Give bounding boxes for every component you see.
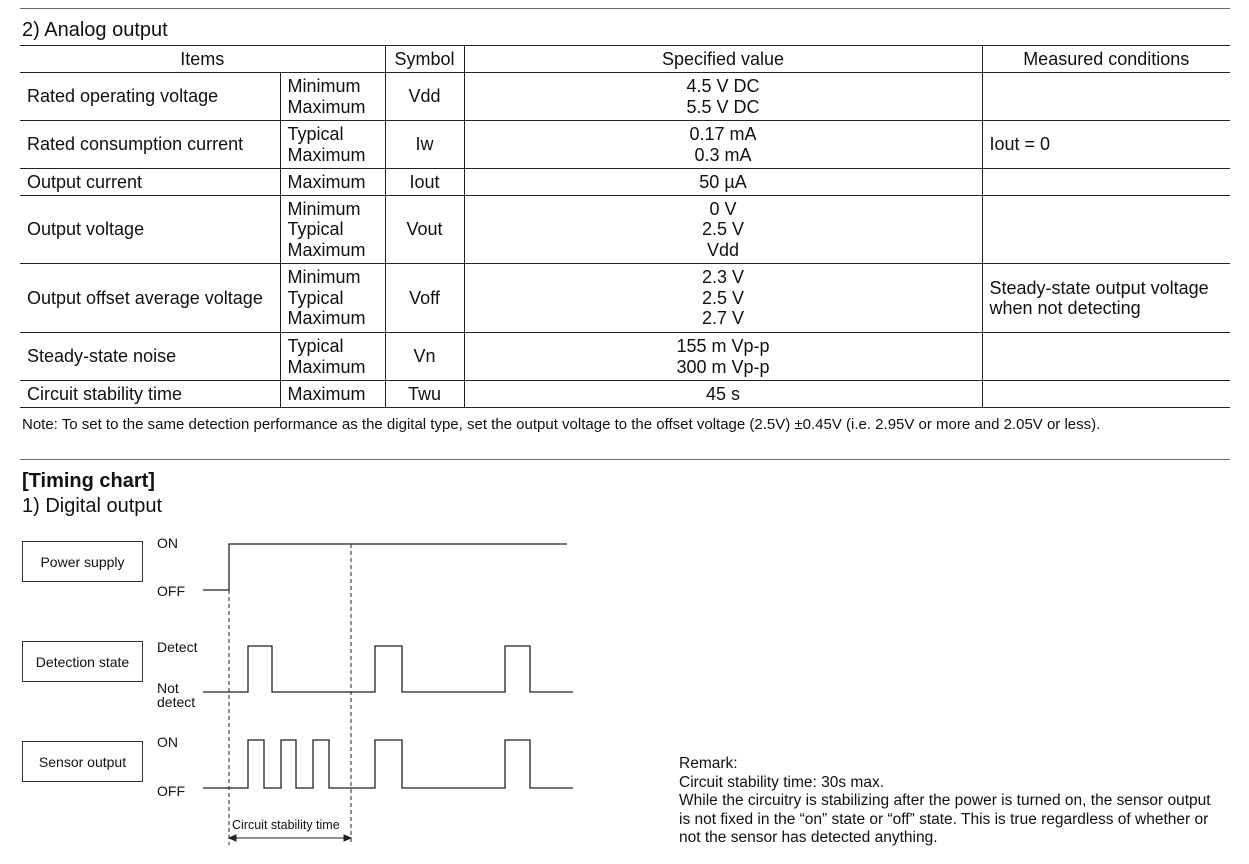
remark-line: not the sensor has detected anything. <box>679 829 938 846</box>
remark-line: While the circuitry is stabilizing after the power is turned on, the sensor output <box>679 792 1211 809</box>
symbol-cell: Voff <box>385 264 464 333</box>
detect-label: Detect <box>157 639 198 655</box>
symbol-cell: Vout <box>385 196 464 264</box>
timing-title: [Timing chart] <box>22 470 155 492</box>
value-cell-line: 4.5 V DC <box>686 76 760 96</box>
qualifier-cell-line: Maximum <box>287 171 366 192</box>
symbol-cell: Iw <box>385 121 464 169</box>
value-cell-line: 2.5 V <box>701 287 745 308</box>
value-cell-line: 2.3 V <box>701 267 745 288</box>
detection-state-label: Detection state <box>22 641 143 682</box>
header-items: Items <box>20 46 385 73</box>
stability-arrow-left-head <box>229 835 236 841</box>
value-cell-line: 0.17 mA <box>689 124 757 144</box>
header-symbol: Symbol <box>385 46 464 73</box>
value-cell-line: Vdd <box>706 239 740 260</box>
item-cell: Rated consumption current <box>20 121 280 169</box>
symbol-cell: Vdd <box>385 73 464 121</box>
sensor-output-label: Sensor output <box>22 741 143 782</box>
detection-state-waveform <box>203 646 573 692</box>
symbol-cell: Vn <box>385 333 464 381</box>
qualifier-cell-line: Maximum <box>287 308 366 329</box>
qualifier-cell-line: Maximum <box>287 239 366 260</box>
value-cell-line: 155 m Vp-p <box>676 336 770 356</box>
remark-line: Circuit stability time: 30s max. <box>679 773 884 791</box>
qualifier-cell-line: Minimum <box>287 198 361 219</box>
sensor-on-label: ON <box>157 734 178 750</box>
table-note: Note: To set to the same detection performance as the digital type, set the output voltage to the offset voltage (2.5V) ±0.45V (i.e. 2.95V or more and 2.05V or less). <box>22 416 1101 433</box>
value-cell-line: 5.5 V DC <box>686 96 760 117</box>
power-supply-waveform <box>203 544 567 590</box>
power-on-label: ON <box>157 535 178 551</box>
value-cell-line: 0.3 mA <box>694 144 752 165</box>
qualifier-cell-line: Minimum <box>287 76 361 96</box>
condition-cell-line: Steady-state output voltage <box>989 277 1209 298</box>
qualifier-cell-line: Typical <box>287 287 344 308</box>
value-cell-line: 2.5 V <box>701 219 745 240</box>
item-cell: Rated operating voltage <box>20 73 280 121</box>
sensor-off-label: OFF <box>157 783 185 799</box>
header-specified-value: Specified value <box>464 46 982 73</box>
item-cell: Output current <box>20 169 280 196</box>
qualifier-cell-line: Typical <box>287 124 344 144</box>
stability-time-label: Circuit stability time <box>232 818 340 832</box>
value-cell-line: 2.7 V <box>701 308 745 329</box>
symbol-cell: Twu <box>385 381 464 408</box>
value-cell-line: 0 V <box>709 198 737 219</box>
condition-cell-line: when not detecting <box>989 298 1141 318</box>
qualifier-cell-line: Maximum <box>287 383 366 404</box>
value-cell-line: 50 µA <box>699 171 747 192</box>
value-cell-line: 45 s <box>705 383 741 404</box>
qualifier-cell-line: Maximum <box>287 356 366 377</box>
sensor-output-waveform <box>203 740 573 788</box>
qualifier-cell-line: Typical <box>287 219 344 240</box>
symbol-cell: Iout <box>385 169 464 196</box>
value-cell-line: 300 m Vp-p <box>676 356 770 377</box>
qualifier-cell-line: Minimum <box>287 267 361 288</box>
power-off-label: OFF <box>157 583 185 599</box>
item-cell: Output voltage <box>20 196 280 264</box>
item-cell: Steady-state noise <box>20 333 280 381</box>
remark-line: Remark: <box>679 755 738 772</box>
remark-block <box>679 755 1239 848</box>
item-cell: Circuit stability time <box>20 381 280 408</box>
stability-arrow-right-head <box>344 835 351 841</box>
power-supply-label: Power supply <box>22 541 143 582</box>
timing-subtitle: 1) Digital output <box>22 495 163 517</box>
section-title: 2) Analog output <box>22 19 168 41</box>
header-measured-conditions: Measured conditions <box>982 46 1230 73</box>
condition-cell-line: Iout = 0 <box>989 134 1051 155</box>
qualifier-cell-line: Typical <box>287 336 344 356</box>
qualifier-cell-line: Maximum <box>287 96 366 117</box>
item-cell: Output offset average voltage <box>20 264 280 333</box>
not-detect-label: Not detect <box>157 680 196 710</box>
qualifier-cell-line: Maximum <box>287 144 366 165</box>
remark-line: is not fixed in the “on” state or “off” state. This is true regardless of whether or <box>679 810 1209 828</box>
